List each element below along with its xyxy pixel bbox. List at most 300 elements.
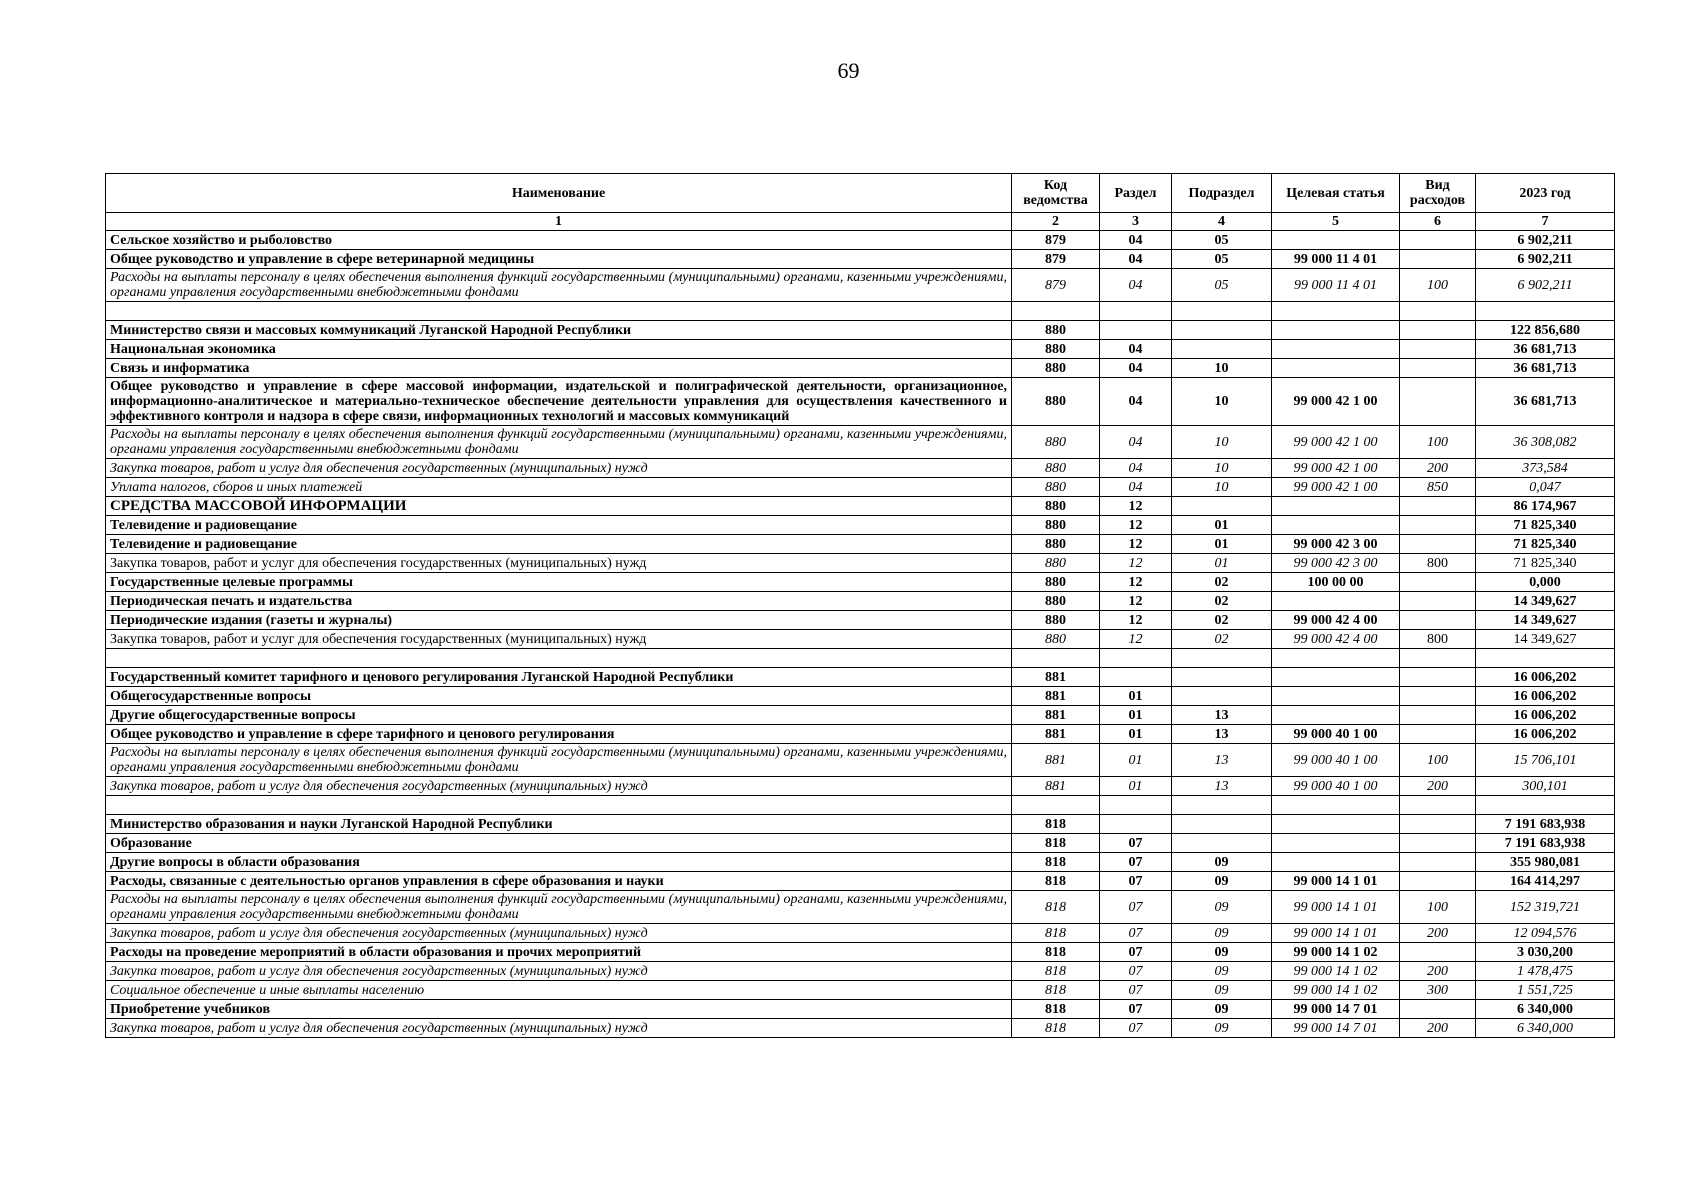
cell-section: 07 [1100,834,1172,853]
cell-target: 99 000 14 7 01 [1272,1019,1400,1038]
cell-target: 100 00 00 [1272,573,1400,592]
column-number: 4 [1172,213,1272,231]
cell-type [1400,706,1476,725]
cell-amount: 3 030,200 [1476,943,1615,962]
cell-code: 881 [1012,706,1100,725]
cell-amount [1476,796,1615,815]
cell-section: 04 [1100,359,1172,378]
cell-code: 818 [1012,891,1100,924]
cell-type [1400,649,1476,668]
cell-subsection: 01 [1172,516,1272,535]
cell-amount: 36 681,713 [1476,340,1615,359]
cell-section: 07 [1100,924,1172,943]
cell-amount: 122 856,680 [1476,321,1615,340]
table-row [106,497,1615,516]
cell-code: 880 [1012,321,1100,340]
cell-subsection: 10 [1172,478,1272,497]
cell-type: 200 [1400,459,1476,478]
cell-target [1272,592,1400,611]
cell-type: 200 [1400,1019,1476,1038]
cell-section: 01 [1100,687,1172,706]
cell-amount: 1 478,475 [1476,962,1615,981]
cell-subsection [1172,340,1272,359]
table-row [106,611,1615,630]
cell-name: Закупка товаров, работ и услуг для обеспечения государственных (муниципальных) нужд [106,1019,1012,1038]
column-number-row [106,213,1615,231]
cell-subsection: 09 [1172,853,1272,872]
table-row [106,834,1615,853]
cell-code: 818 [1012,834,1100,853]
cell-section: 12 [1100,630,1172,649]
cell-target: 99 000 40 1 00 [1272,725,1400,744]
cell-type [1400,231,1476,250]
cell-amount: 6 340,000 [1476,1019,1615,1038]
cell-target [1272,796,1400,815]
cell-name: Расходы на выплаты персоналу в целях обеспечения выполнения функций государственными (муниципальными) органами, казенными учреждениями, органами управления государственными внебюджетными фондами [106,744,1012,777]
cell-subsection: 05 [1172,231,1272,250]
cell-section: 07 [1100,962,1172,981]
cell-subsection: 13 [1172,777,1272,796]
header-year: 2023 год [1476,174,1615,213]
table-row [106,872,1615,891]
table-row [106,459,1615,478]
cell-amount: 14 349,627 [1476,611,1615,630]
cell-name: Расходы на выплаты персоналу в целях обеспечения выполнения функций государственными (муниципальными) органами, казенными учреждениями, органами управления государственными внебюджетными фондами [106,891,1012,924]
cell-target [1272,687,1400,706]
cell-type [1400,725,1476,744]
cell-section: 12 [1100,554,1172,573]
cell-subsection [1172,497,1272,516]
cell-target [1272,302,1400,321]
cell-subsection: 09 [1172,924,1272,943]
cell-section: 12 [1100,535,1172,554]
cell-type [1400,611,1476,630]
cell-subsection: 10 [1172,378,1272,426]
cell-subsection: 09 [1172,1000,1272,1019]
cell-amount [1476,649,1615,668]
cell-type [1400,592,1476,611]
cell-target [1272,834,1400,853]
cell-target [1272,815,1400,834]
cell-name: Образование [106,834,1012,853]
cell-name: Государственный комитет тарифного и ценового регулирования Луганской Народной Республики [106,668,1012,687]
cell-name [106,302,1012,321]
cell-amount: 0,000 [1476,573,1615,592]
table-row [106,378,1615,426]
cell-type: 800 [1400,630,1476,649]
cell-amount [1476,302,1615,321]
cell-code: 881 [1012,725,1100,744]
cell-section: 04 [1100,340,1172,359]
cell-code: 880 [1012,478,1100,497]
cell-target: 99 000 42 1 00 [1272,378,1400,426]
table-row [106,592,1615,611]
cell-name: Приобретение учебников [106,1000,1012,1019]
cell-subsection: 13 [1172,744,1272,777]
cell-amount: 36 681,713 [1476,378,1615,426]
cell-section: 07 [1100,1019,1172,1038]
cell-amount: 6 340,000 [1476,1000,1615,1019]
table-row [106,426,1615,459]
cell-subsection [1172,649,1272,668]
cell-name: Общегосударственные вопросы [106,687,1012,706]
cell-type [1400,815,1476,834]
cell-name: Министерство образования и науки Луганской Народной Республики [106,815,1012,834]
cell-section: 12 [1100,611,1172,630]
cell-target: 99 000 11 4 01 [1272,269,1400,302]
cell-code [1012,796,1100,815]
cell-subsection: 02 [1172,630,1272,649]
cell-name: Расходы на выплаты персоналу в целях обеспечения выполнения функций государственными (муниципальными) органами, казенными учреждениями, органами управления государственными внебюджетными фондами [106,269,1012,302]
cell-subsection [1172,834,1272,853]
cell-code: 880 [1012,359,1100,378]
cell-code: 880 [1012,554,1100,573]
cell-amount: 16 006,202 [1476,706,1615,725]
cell-name: Закупка товаров, работ и услуг для обеспечения государственных (муниципальных) нужд [106,554,1012,573]
cell-type [1400,872,1476,891]
header-name: Наименование [106,174,1012,213]
cell-type [1400,516,1476,535]
cell-subsection: 01 [1172,554,1272,573]
cell-section: 07 [1100,853,1172,872]
cell-amount: 0,047 [1476,478,1615,497]
cell-target [1272,853,1400,872]
cell-subsection: 13 [1172,706,1272,725]
cell-amount: 6 902,211 [1476,250,1615,269]
cell-section: 04 [1100,231,1172,250]
cell-section: 12 [1100,592,1172,611]
table-row [106,250,1615,269]
column-number: 3 [1100,213,1172,231]
table-row [106,943,1615,962]
table-row [106,535,1615,554]
cell-code: 880 [1012,516,1100,535]
header-type: Вид расходов [1400,174,1476,213]
cell-type [1400,668,1476,687]
cell-target: 99 000 42 4 00 [1272,630,1400,649]
table-row [106,231,1615,250]
cell-subsection: 09 [1172,872,1272,891]
cell-amount: 6 902,211 [1476,231,1615,250]
cell-subsection [1172,815,1272,834]
cell-type: 800 [1400,554,1476,573]
cell-type: 300 [1400,981,1476,1000]
cell-type: 200 [1400,962,1476,981]
cell-type [1400,1000,1476,1019]
cell-section: 04 [1100,426,1172,459]
cell-name: Расходы, связанные с деятельностью органов управления в сфере образования и науки [106,872,1012,891]
cell-name: Закупка товаров, работ и услуг для обеспечения государственных (муниципальных) нужд [106,962,1012,981]
table-row [106,687,1615,706]
cell-code: 880 [1012,459,1100,478]
cell-subsection [1172,668,1272,687]
cell-code: 818 [1012,1019,1100,1038]
cell-name: Связь и информатика [106,359,1012,378]
cell-subsection: 09 [1172,962,1272,981]
cell-code: 880 [1012,630,1100,649]
cell-subsection: 02 [1172,573,1272,592]
cell-type: 200 [1400,924,1476,943]
cell-type: 100 [1400,891,1476,924]
cell-amount: 86 174,967 [1476,497,1615,516]
cell-code: 880 [1012,573,1100,592]
cell-section: 04 [1100,478,1172,497]
cell-amount: 373,584 [1476,459,1615,478]
table-row [106,1000,1615,1019]
cell-subsection [1172,321,1272,340]
cell-target [1272,321,1400,340]
cell-section: 01 [1100,777,1172,796]
cell-amount: 15 706,101 [1476,744,1615,777]
cell-name: Сельское хозяйство и рыболовство [106,231,1012,250]
table-row [106,1019,1615,1038]
column-number: 2 [1012,213,1100,231]
cell-amount: 1 551,725 [1476,981,1615,1000]
cell-target [1272,231,1400,250]
cell-amount: 16 006,202 [1476,687,1615,706]
cell-subsection: 10 [1172,459,1272,478]
cell-code: 880 [1012,592,1100,611]
cell-subsection: 13 [1172,725,1272,744]
cell-section [1100,796,1172,815]
cell-name: Закупка товаров, работ и услуг для обеспечения государственных (муниципальных) нужд [106,630,1012,649]
cell-amount: 164 414,297 [1476,872,1615,891]
table-row [106,725,1615,744]
cell-code: 879 [1012,250,1100,269]
cell-amount: 355 980,081 [1476,853,1615,872]
cell-name: Телевидение и радиовещание [106,516,1012,535]
cell-name: Национальная экономика [106,340,1012,359]
cell-section: 07 [1100,1000,1172,1019]
cell-type [1400,378,1476,426]
table-row [106,744,1615,777]
cell-section: 07 [1100,943,1172,962]
cell-name: Периодическая печать и издательства [106,592,1012,611]
cell-type [1400,250,1476,269]
cell-target: 99 000 42 3 00 [1272,554,1400,573]
table-row [106,891,1615,924]
cell-type: 100 [1400,269,1476,302]
cell-amount: 71 825,340 [1476,554,1615,573]
cell-type: 200 [1400,777,1476,796]
cell-subsection: 02 [1172,611,1272,630]
cell-name [106,649,1012,668]
cell-name: Закупка товаров, работ и услуг для обеспечения государственных (муниципальных) нужд [106,777,1012,796]
cell-amount: 36 308,082 [1476,426,1615,459]
cell-subsection: 10 [1172,359,1272,378]
cell-subsection: 09 [1172,891,1272,924]
cell-code [1012,649,1100,668]
cell-code: 818 [1012,943,1100,962]
column-number: 6 [1400,213,1476,231]
cell-type [1400,340,1476,359]
cell-target: 99 000 42 1 00 [1272,478,1400,497]
header-subsection: Подраздел [1172,174,1272,213]
cell-name: Телевидение и радиовещание [106,535,1012,554]
cell-code: 880 [1012,611,1100,630]
cell-subsection: 02 [1172,592,1272,611]
cell-target: 99 000 40 1 00 [1272,744,1400,777]
cell-type [1400,796,1476,815]
cell-code: 818 [1012,872,1100,891]
cell-subsection: 09 [1172,981,1272,1000]
page-number: 69 [837,58,860,83]
table-row [106,359,1615,378]
cell-subsection: 10 [1172,426,1272,459]
table-row [106,269,1615,302]
cell-target [1272,497,1400,516]
cell-section: 01 [1100,744,1172,777]
cell-name: Периодические издания (газеты и журналы) [106,611,1012,630]
cell-section [1100,302,1172,321]
table-row [106,853,1615,872]
cell-code: 881 [1012,777,1100,796]
budget-table [105,173,1615,1038]
cell-section: 01 [1100,725,1172,744]
cell-subsection [1172,687,1272,706]
cell-name: Закупка товаров, работ и услуг для обеспечения государственных (муниципальных) нужд [106,459,1012,478]
table-row [106,706,1615,725]
cell-name [106,796,1012,815]
cell-type: 850 [1400,478,1476,497]
table-row [106,815,1615,834]
table-row [106,777,1615,796]
cell-subsection [1172,302,1272,321]
cell-section [1100,668,1172,687]
cell-code: 880 [1012,426,1100,459]
cell-code: 879 [1012,231,1100,250]
table-row [106,321,1615,340]
table-body [106,231,1615,1038]
cell-section: 04 [1100,269,1172,302]
cell-name: Расходы на выплаты персоналу в целях обеспечения выполнения функций государственными (муниципальными) органами, казенными учреждениями, органами управления государственными внебюджетными фондами [106,426,1012,459]
table-row-spacer [106,302,1615,321]
cell-target [1272,668,1400,687]
cell-code: 818 [1012,1000,1100,1019]
cell-target: 99 000 42 1 00 [1272,426,1400,459]
cell-target: 99 000 42 3 00 [1272,535,1400,554]
cell-code: 818 [1012,853,1100,872]
table-header [106,174,1615,231]
cell-section: 07 [1100,872,1172,891]
cell-type [1400,853,1476,872]
cell-amount: 36 681,713 [1476,359,1615,378]
header-section: Раздел [1100,174,1172,213]
cell-section: 04 [1100,459,1172,478]
cell-target: 99 000 14 1 02 [1272,943,1400,962]
cell-amount: 300,101 [1476,777,1615,796]
cell-section: 07 [1100,891,1172,924]
table-row [106,573,1615,592]
cell-type [1400,535,1476,554]
cell-amount: 6 902,211 [1476,269,1615,302]
cell-amount: 16 006,202 [1476,725,1615,744]
cell-type [1400,321,1476,340]
cell-target: 99 000 42 4 00 [1272,611,1400,630]
cell-target: 99 000 14 1 01 [1272,872,1400,891]
table-row-spacer [106,649,1615,668]
cell-target: 99 000 14 1 01 [1272,924,1400,943]
cell-type [1400,359,1476,378]
column-number: 7 [1476,213,1615,231]
cell-type [1400,943,1476,962]
cell-name: Общее руководство и управление в сфере массовой информации, издательской и полиграфической деятельности, организационное, информационно-аналитическое и материально-техническое обеспечение деятельности управления для осуществления качественного и эффективного контроля и надзора в сфере связи, информационных технологий и массовых коммуникаций [106,378,1012,426]
cell-type [1400,573,1476,592]
table-row [106,981,1615,1000]
cell-subsection: 01 [1172,535,1272,554]
cell-amount: 14 349,627 [1476,630,1615,649]
cell-section: 12 [1100,497,1172,516]
cell-section: 12 [1100,516,1172,535]
cell-target [1272,359,1400,378]
cell-code: 818 [1012,924,1100,943]
cell-target: 99 000 14 1 02 [1272,981,1400,1000]
cell-amount: 7 191 683,938 [1476,834,1615,853]
cell-subsection: 09 [1172,1019,1272,1038]
cell-target [1272,706,1400,725]
table-row [106,668,1615,687]
table-row [106,554,1615,573]
cell-code [1012,302,1100,321]
table-row-spacer [106,796,1615,815]
cell-type [1400,302,1476,321]
cell-target: 99 000 14 1 01 [1272,891,1400,924]
cell-code: 818 [1012,815,1100,834]
cell-name: Социальное обеспечение и иные выплаты населению [106,981,1012,1000]
cell-code: 880 [1012,340,1100,359]
cell-section [1100,649,1172,668]
cell-type: 100 [1400,744,1476,777]
cell-name: Другие вопросы в области образования [106,853,1012,872]
cell-name: СРЕДСТВА МАССОВОЙ ИНФОРМАЦИИ [106,497,1012,516]
cell-type [1400,687,1476,706]
header-code: Код ведомства [1012,174,1100,213]
cell-section: 01 [1100,706,1172,725]
cell-target: 99 000 14 7 01 [1272,1000,1400,1019]
column-number: 1 [106,213,1012,231]
cell-target: 99 000 42 1 00 [1272,459,1400,478]
cell-name: Уплата налогов, сборов и иных платежей [106,478,1012,497]
cell-amount: 14 349,627 [1476,592,1615,611]
cell-section: 07 [1100,981,1172,1000]
cell-type [1400,834,1476,853]
cell-name: Другие общегосударственные вопросы [106,706,1012,725]
table-row [106,516,1615,535]
cell-name: Общее руководство и управление в сфере тарифного и ценового регулирования [106,725,1012,744]
table-row [106,962,1615,981]
cell-name: Государственные целевые программы [106,573,1012,592]
cell-target [1272,516,1400,535]
cell-target: 99 000 11 4 01 [1272,250,1400,269]
cell-subsection: 09 [1172,943,1272,962]
cell-code: 881 [1012,744,1100,777]
cell-target [1272,340,1400,359]
cell-amount: 152 319,721 [1476,891,1615,924]
cell-subsection: 05 [1172,250,1272,269]
cell-name: Закупка товаров, работ и услуг для обеспечения государственных (муниципальных) нужд [106,924,1012,943]
cell-code: 880 [1012,535,1100,554]
table-row [106,478,1615,497]
cell-code: 880 [1012,497,1100,516]
cell-code: 818 [1012,981,1100,1000]
cell-name: Расходы на проведение мероприятий в области образования и прочих мероприятий [106,943,1012,962]
table-row [106,340,1615,359]
cell-amount: 7 191 683,938 [1476,815,1615,834]
cell-type: 100 [1400,426,1476,459]
cell-section: 04 [1100,250,1172,269]
header-target: Целевая статья [1272,174,1400,213]
cell-section [1100,815,1172,834]
